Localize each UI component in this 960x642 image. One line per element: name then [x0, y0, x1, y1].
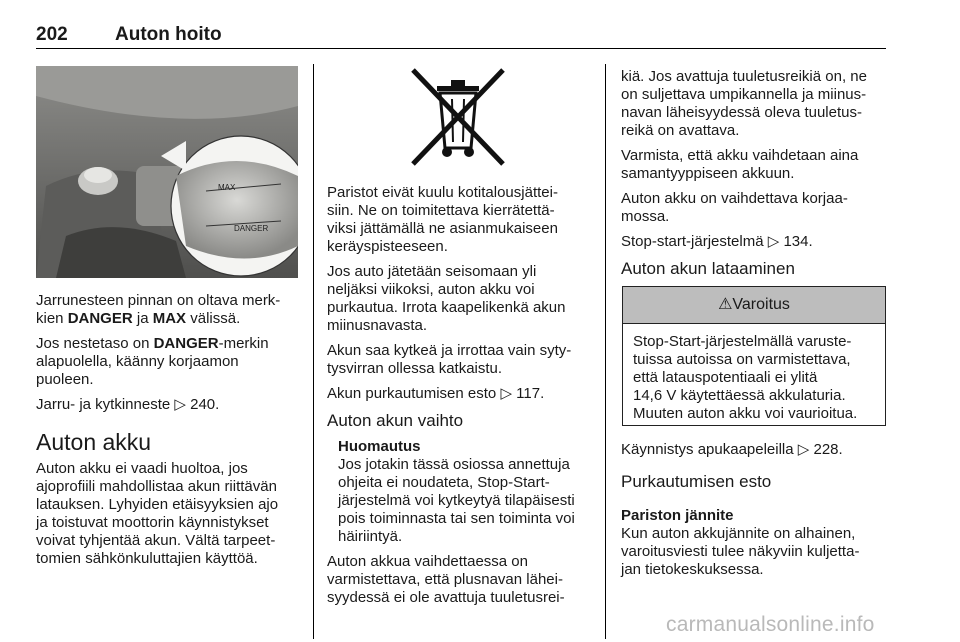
column-2 [327, 184, 597, 614]
paragraph-vent-holes: Auton akkua vaihdettaessa on varmistettava, että plusnavan lähei- syydessä ei ole avattuja tuuletusrei- [327, 553, 565, 606]
note-box [327, 438, 597, 546]
paragraph-battery-disposal: Paristot eivät kuulu kotitalousjättei- siin. Ne on toimitettava kierrätettä- viksi jättämällä ne asianmukaiseen keräyspisteeseen. [327, 184, 558, 255]
xref-jump-start[interactable]: Käynnistys apukaapeleilla ▷ 228. [621, 441, 843, 458]
paragraph-battery-maintenance: Auton akku ei vaadi huoltoa, jos ajoprofiili mahdollistaa akun riittävän latauksen. Lyhyiden etäisyyksien ajo ja toistuvat moottorin käynnistykset voivat tyhjentää akun. Vältä tarpeet- tomien sähkönkuluttajien käyttöä. [36, 460, 279, 567]
paragraph-long-parking: Jos auto jätetään seisomaan yli neljäksi viikoksi, auton akku voi purkautua. Irrota kaapelikenkä akun miinusnavasta. [327, 263, 566, 334]
section-heading-auton-akku: Auton akku [36, 429, 152, 455]
warning-title: Varoitus [732, 296, 790, 313]
danger-label: DANGER [234, 224, 269, 233]
watermark: carmanualsonline.info [666, 613, 875, 636]
page-header [0, 0, 960, 46]
section-heading-battery-charging: Auton akun lataaminen [621, 259, 795, 278]
note-title: Huomautus [338, 438, 421, 455]
paragraph-vent-holes-cont: kiä. Jos avattuja tuuletusreikiä on, ne on suljettava umpikannella ja miinus- navan läheisyydessä oleva tuuletus- reikä on avattava. [621, 68, 867, 139]
paragraph-low-voltage: Kun auton akkujännite on alhainen, varoitusviesti tulee näkyviin kuljetta- jan tietokeskuksessa. [621, 525, 860, 578]
xref-brake-clutch-fluid[interactable]: Jarru- ja kytkinneste ▷ 240. [36, 396, 220, 413]
engine-bay-illustration [36, 66, 298, 278]
paragraph-brake-fluid: Jarrunesteen pinnan on oltava merk- kien DANGER ja MAX välissä. [36, 292, 281, 327]
warning-triangle-icon: ⚠ [718, 296, 733, 313]
xref-arrow-icon: ▷ [174, 396, 186, 413]
xref-arrow-icon: ▷ [797, 441, 810, 458]
column-3-lower [621, 441, 889, 586]
xref-arrow-icon: ▷ [767, 233, 780, 250]
paragraph-workshop: Auton akku on vaihdettava korjaa- mossa. [621, 190, 848, 225]
warning-header [623, 287, 885, 324]
column-3 [621, 68, 889, 286]
header-rule [36, 48, 886, 49]
note-text: Jos jotakin tässä osiossa annettuja ohjeita ei noudateta, Stop-Start- järjestelmä voi kytkeytyä tilapäisesti pois toiminnasta tai sen toiminta voi häiriintyä. [338, 456, 575, 545]
section-heading-discharge-protection: Purkautumisen esto [621, 472, 772, 491]
column-1 [36, 292, 301, 575]
subheading-battery-voltage: Pariston jännite [621, 507, 734, 524]
max-label: MAX [218, 183, 236, 192]
paragraph-same-type: Varmista, että akku vaihdetaan aina samantyyppiseen akkuun. [621, 147, 859, 182]
page-number: 202 [36, 24, 68, 45]
crossed-out-bin-icon [403, 64, 513, 172]
column-divider-2 [605, 64, 606, 639]
warning-text: Stop-Start-järjestelmällä varuste- tuissa autoissa on varmistettava, että latauspotentiaali ei ylitä 14,6 V käytettäessä akkulaturia. Muuten auton akku voi vaurioitua. [633, 333, 858, 422]
chapter-title: Auton hoito [115, 24, 222, 45]
brake-fluid-reservoir-photo [36, 66, 298, 278]
warning-box [622, 286, 886, 426]
column-divider-1 [313, 64, 314, 639]
xref-discharge-protection[interactable]: Akun purkautumisen esto ▷ 117. [327, 385, 545, 402]
xref-arrow-icon: ▷ [500, 385, 512, 402]
paragraph-fluid-level: Jos nestetaso on DANGER-merkin alapuolella, käänny korjaamon puoleen. [36, 335, 269, 388]
section-heading-battery-replacement: Auton akun vaihto [327, 411, 464, 430]
paragraph-ignition-off: Akun saa kytkeä ja irrottaa vain syty- tysvirran ollessa katkaistu. [327, 342, 572, 377]
xref-stop-start[interactable]: Stop-start-järjestelmä ▷ 134. [621, 233, 813, 250]
